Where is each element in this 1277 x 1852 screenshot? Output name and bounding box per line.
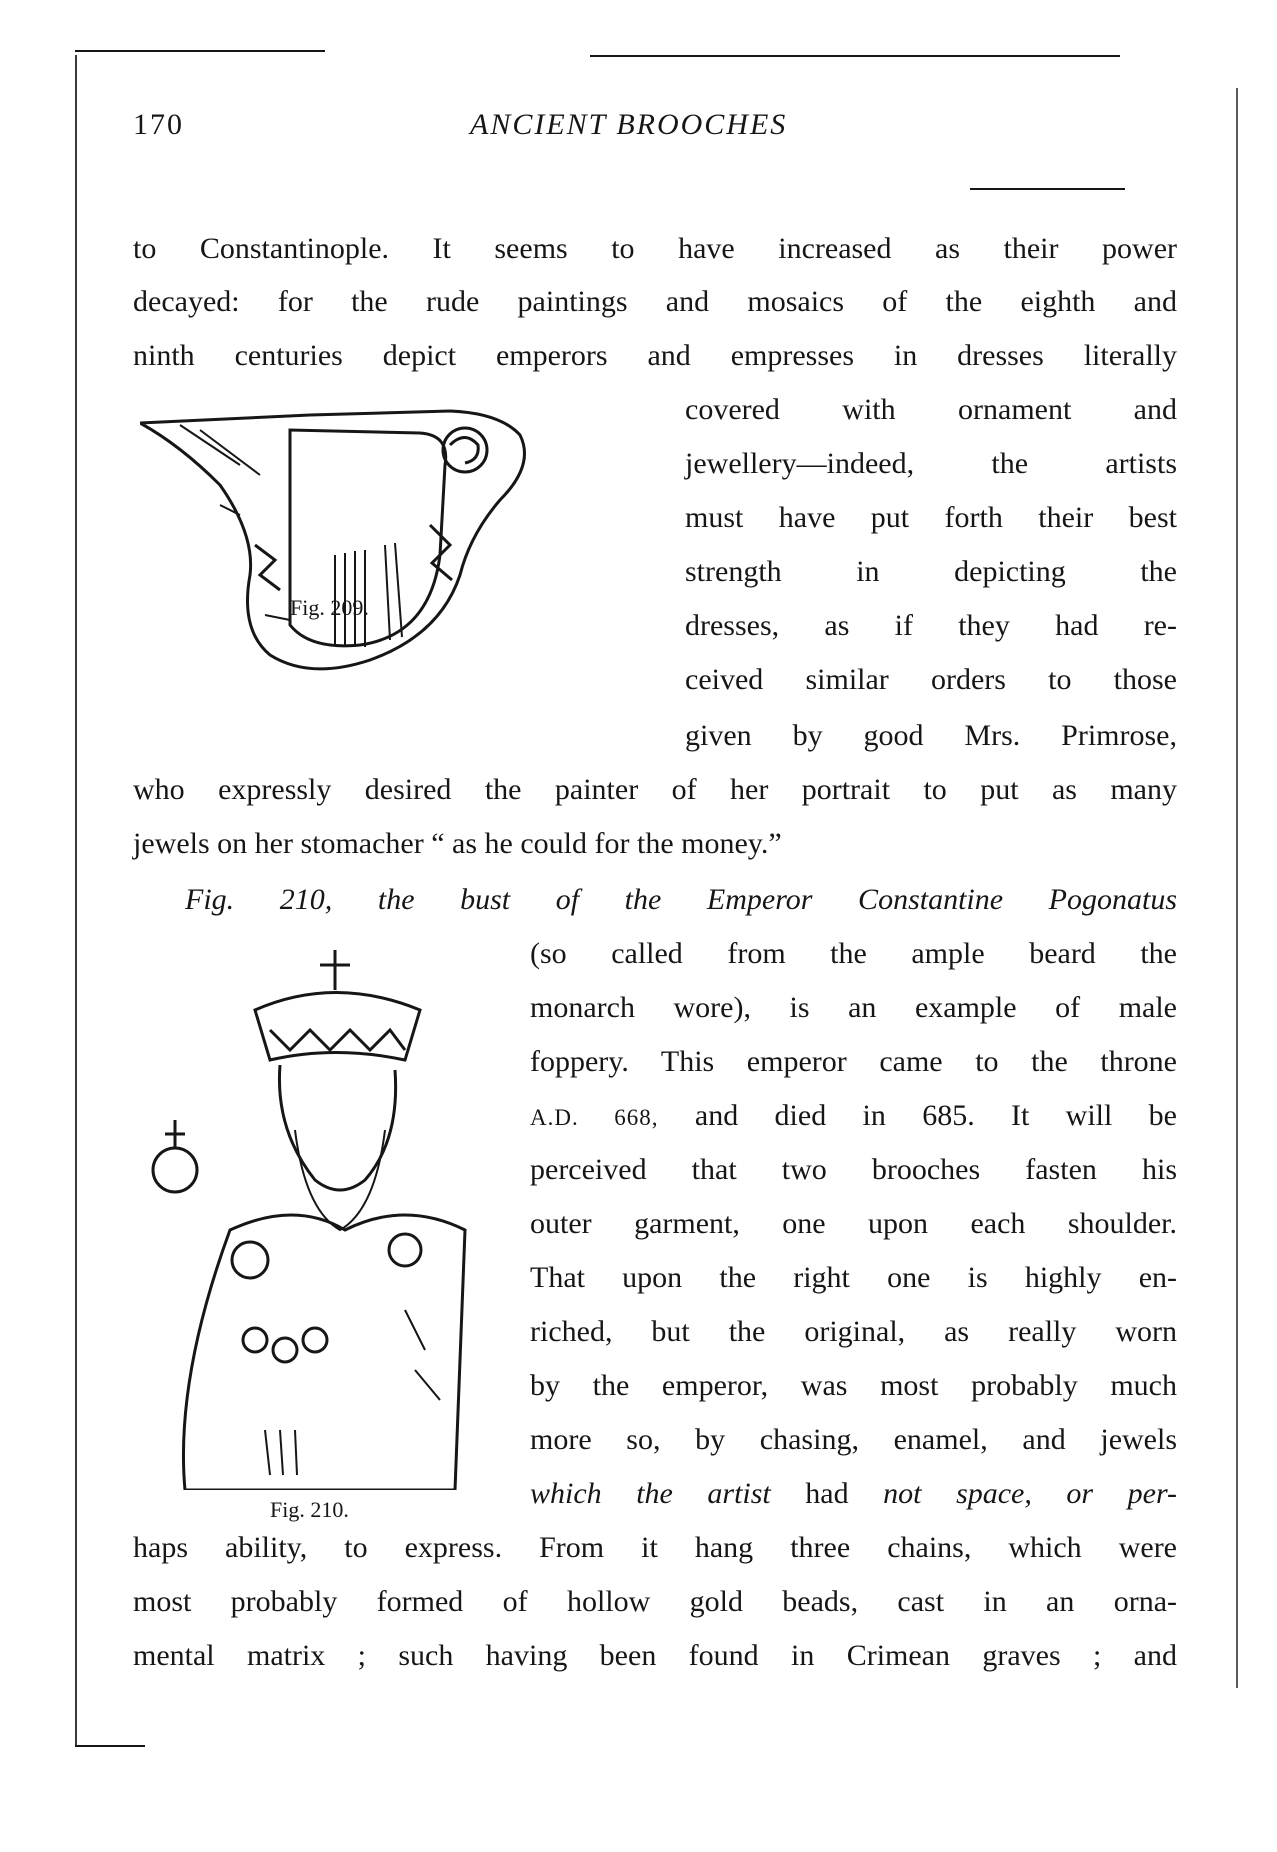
text-line: decayed: for the rude paintings and mosaics of the eighth and xyxy=(133,285,1177,318)
space-per-phrase: space, or per- xyxy=(956,1477,1178,1510)
text-line: most probably formed of hollow gold beads, cast in an orna- xyxy=(133,1585,1177,1618)
page-header xyxy=(133,108,1133,148)
text-line: who expressly desired the painter of her portrait to put as many xyxy=(133,773,1177,806)
emperor-name-phrase: the bust of the Emperor Constantine Pogonatus xyxy=(377,883,1177,916)
frame-bottom-rule xyxy=(75,1745,145,1747)
date-line-rest: and died in 685. It will be xyxy=(694,1099,1177,1132)
text-line: riched, but the original, as really worn xyxy=(530,1315,1177,1348)
text-line-fig210-lead xyxy=(133,881,1177,919)
text-line: strength in depicting the xyxy=(685,555,1177,588)
text-line: ceived similar orders to those xyxy=(685,663,1177,696)
header-underline xyxy=(970,188,1125,190)
fig210-emperor-bust-illustration xyxy=(145,930,475,1490)
text-line: ninth centuries depict emperors and empresses in dresses literally xyxy=(133,339,1177,372)
text-line: That upon the right one is highly en- xyxy=(530,1261,1177,1294)
frame-top-rule-left xyxy=(75,50,325,52)
text-line: mental matrix ; such having been found in Crimean graves ; and xyxy=(133,1639,1177,1672)
text-line: outer garment, one upon each shoulder. xyxy=(530,1207,1177,1240)
fig210-reference: Fig. 210, xyxy=(185,883,333,916)
not-word: not xyxy=(883,1477,922,1510)
fig209-caption: Fig. 209. xyxy=(290,595,369,620)
which-the-artist-phrase: which the artist xyxy=(530,1477,771,1510)
text-line: perceived that two brooches fasten his xyxy=(530,1153,1177,1186)
text-line: jewels on her stomacher “ as he could for the money.” xyxy=(133,827,782,860)
frame-right-rule xyxy=(1236,88,1238,1688)
text-line: jewellery—indeed, the artists xyxy=(685,447,1177,480)
text-line: covered with ornament and xyxy=(685,393,1177,426)
fig209-brooch-illustration xyxy=(140,405,660,705)
text-line: (so called from the ample beard the xyxy=(530,937,1177,970)
date-phrase: A.D. 668, xyxy=(530,1105,659,1130)
text-line: given by good Mrs. Primrose, xyxy=(685,719,1177,752)
text-line: must have put forth their best xyxy=(685,501,1177,534)
text-line: dresses, as if they had re- xyxy=(685,609,1177,642)
page-number: 170 xyxy=(133,108,184,141)
text-line: monarch wore), is an example of male xyxy=(530,991,1177,1024)
text-line: to Constantinople. It seems to have increased as their power xyxy=(133,232,1177,265)
text-line-italic-mix xyxy=(530,1475,1177,1513)
text-line: by the emperor, was most probably much xyxy=(530,1369,1177,1402)
text-line: foppery. This emperor came to the throne xyxy=(530,1045,1177,1078)
fig210-caption: Fig. 210. xyxy=(270,1497,349,1522)
frame-top-rule-right xyxy=(590,55,1120,57)
text-line: more so, by chasing, enamel, and jewels xyxy=(530,1423,1177,1456)
had-word: had xyxy=(805,1477,849,1510)
running-title: ANCIENT BROOCHES xyxy=(470,108,788,141)
text-line-date xyxy=(530,1097,1177,1137)
text-line: haps ability, to express. From it hang three chains, which were xyxy=(133,1531,1177,1564)
frame-left-rule xyxy=(75,55,77,1745)
